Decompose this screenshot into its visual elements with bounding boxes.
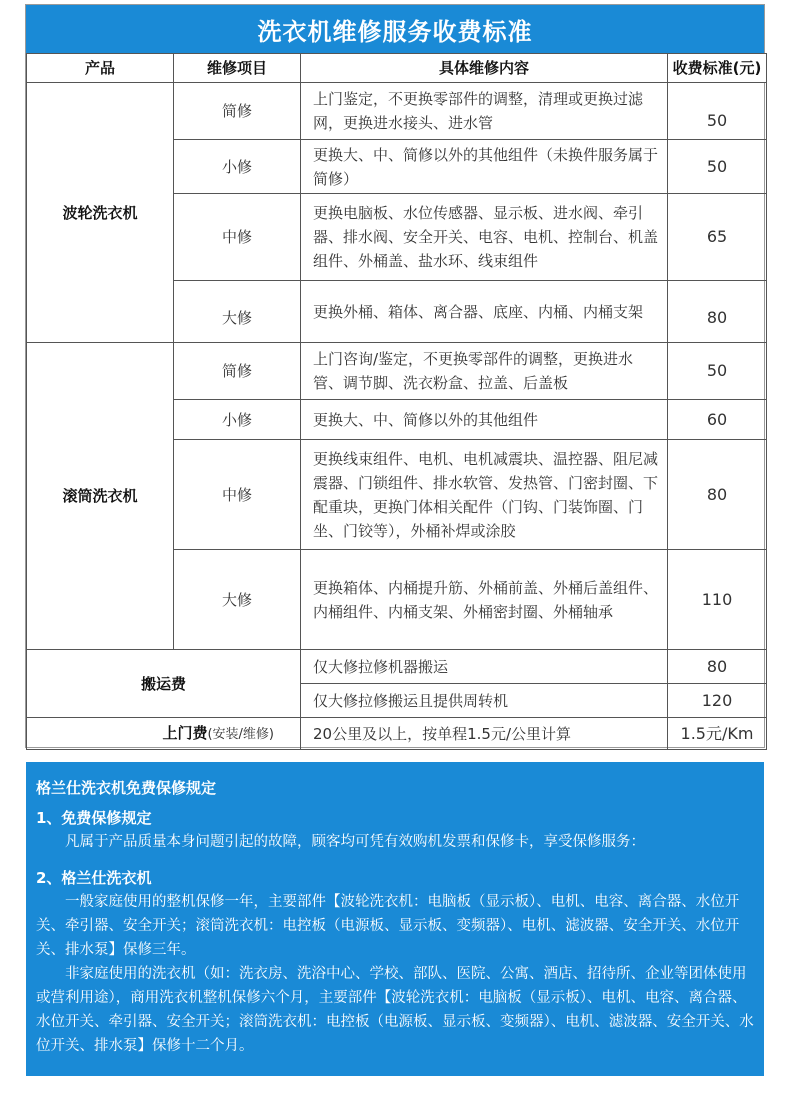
repair-level: 小修 bbox=[174, 140, 301, 194]
policy-section1-text: 凡属于产品质量本身问题引起的故障，顾客均可凭有效购机发票和保修卡，享受保修服务： bbox=[65, 834, 645, 850]
repair-price: 80 bbox=[668, 281, 767, 343]
repair-content: 更换外桶、箱体、离合器、底座、内桶、内桶支架 bbox=[301, 281, 668, 343]
product-name: 滚筒洗衣机 bbox=[27, 343, 174, 650]
policy-section2-para1: 一般家庭使用的整机保修一年，主要部件【波轮洗衣机：电脑板（显示板）、电机、电容、离合器、水位开关、牵引器、安全开关；滚筒洗衣机：电控板（电源板、显示板、变频器）、电机、滤波器、安全开关、水位开关、排水泵】保修三年。 bbox=[36, 894, 740, 958]
product-name: 波轮洗衣机 bbox=[27, 83, 174, 343]
repair-content: 上门咨询/鉴定，不更换零部件的调整，更换进水管、调节脚、洗衣粉盒、拉盖、后盖板 bbox=[301, 343, 668, 400]
repair-price: 60 bbox=[668, 400, 767, 440]
header-item: 维修项目 bbox=[174, 54, 301, 83]
repair-price: 80 bbox=[668, 440, 767, 550]
table-row bbox=[27, 83, 767, 140]
policy-section2-para2: 非家庭使用的洗衣机（如：洗衣房、洗浴中心、学校、部队、医院、公寓、酒店、招待所、企业等团体使用或营利用途），商用洗衣机整机保修六个月，主要部件【波轮洗衣机：电脑板（显示板）、电机、电容、离合器、水位开关、牵引器、安全开关；滚筒洗衣机：电控板（电源板、显示板、变频器）、电机、滤波器、安全开关、水位开关、排水泵】保修十二个月。 bbox=[36, 966, 754, 1054]
warranty-policy-panel bbox=[26, 762, 764, 1076]
repair-level: 大修 bbox=[174, 550, 301, 650]
table-header-row bbox=[27, 54, 767, 83]
transport-content: 仅大修拉修机器搬运 bbox=[301, 650, 668, 684]
repair-content: 更换箱体、内桶提升筋、外桶前盖、外桶后盖组件、内桶组件、内桶支架、外桶密封圈、外桶轴承 bbox=[301, 550, 668, 650]
fee-table bbox=[26, 53, 767, 750]
transport-label: 搬运费 bbox=[27, 650, 301, 718]
header-price: 收费标准(元) bbox=[668, 54, 767, 83]
visit-fee-label bbox=[27, 718, 301, 750]
policy-title: 格兰仕洗衣机免费保修规定 bbox=[36, 779, 217, 797]
visit-fee-note: (安装/维修) bbox=[207, 726, 274, 742]
repair-level: 简修 bbox=[174, 343, 301, 400]
header-product: 产品 bbox=[27, 54, 174, 83]
repair-level: 小修 bbox=[174, 400, 301, 440]
policy-section2-title: 2、格兰仕洗衣机 bbox=[36, 869, 152, 887]
transport-price: 120 bbox=[668, 684, 767, 718]
repair-content: 上门鉴定，不更换零部件的调整，清理或更换过滤网，更换进水接头、进水管 bbox=[301, 83, 668, 140]
repair-level: 大修 bbox=[174, 281, 301, 343]
repair-content: 更换大、中、简修以外的其他组件（未换件服务属于简修） bbox=[301, 140, 668, 194]
repair-content: 更换线束组件、电机、电机减震块、温控器、阻尼减震器、门锁组件、排水软管、发热管、门密封圈、下配重块，更换门体相关配件（门钩、门装饰圈、门坐、门铰等），外桶补焊或涂胶 bbox=[301, 440, 668, 550]
transport-price: 80 bbox=[668, 650, 767, 684]
repair-price: 50 bbox=[668, 140, 767, 194]
transport-content: 仅大修拉修搬运且提供周转机 bbox=[301, 684, 668, 718]
table-row bbox=[27, 718, 767, 750]
repair-price: 110 bbox=[668, 550, 767, 650]
repair-level: 中修 bbox=[174, 194, 301, 281]
visit-fee-title: 上门费 bbox=[162, 723, 208, 742]
header-content: 具体维修内容 bbox=[301, 54, 668, 83]
repair-level: 简修 bbox=[174, 83, 301, 140]
policy-section1-title: 1、免费保修规定 bbox=[36, 809, 152, 827]
repair-price: 50 bbox=[668, 343, 767, 400]
table-row bbox=[27, 650, 767, 684]
repair-price: 50 bbox=[668, 83, 767, 140]
repair-price: 65 bbox=[668, 194, 767, 281]
visit-fee-price: 1.5元/Km bbox=[668, 718, 767, 750]
visit-fee-content: 20公里及以上，按单程1.5元/公里计算 bbox=[301, 718, 668, 750]
repair-level: 中修 bbox=[174, 440, 301, 550]
repair-content: 更换大、中、简修以外的其他组件 bbox=[301, 400, 668, 440]
table-row bbox=[27, 343, 767, 400]
repair-content: 更换电脑板、水位传感器、显示板、进水阀、牵引器、排水阀、安全开关、电容、电机、控制台、机盖组件、外桶盖、盐水环、线束组件 bbox=[301, 194, 668, 281]
page-title: 洗衣机维修服务收费标准 bbox=[26, 5, 764, 53]
